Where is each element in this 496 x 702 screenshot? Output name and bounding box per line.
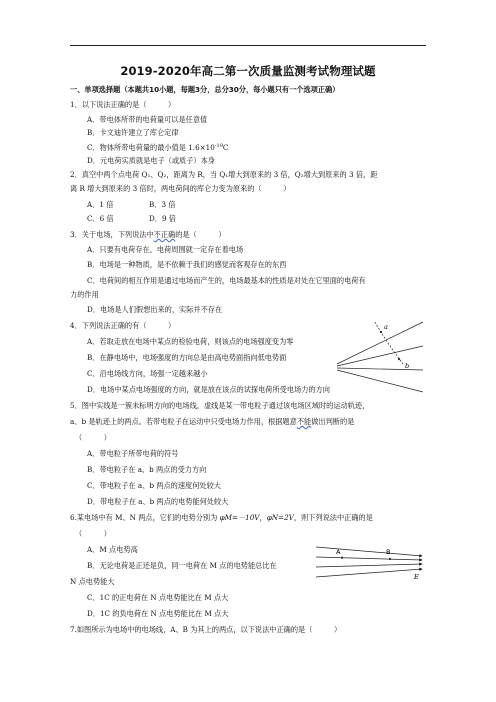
phi-n-value: φN=2V bbox=[266, 513, 294, 522]
point-B-dot bbox=[389, 558, 391, 560]
header-rule bbox=[70, 45, 426, 46]
field-line bbox=[316, 547, 422, 556]
q5-stem-line2: a、b 是轨迹上的两点。若带电粒子在运动中只受电场力作用，根据题意不能做出判断的是 bbox=[70, 417, 355, 426]
q6-stem-line1: 6.某电场中有 M、N 两点，它们的电势分别为 φM=－10V，φN=2V，则下列说法中正确的是 bbox=[70, 513, 373, 522]
q3-option-a: A．只要有电荷存在，电荷周围就一定存在着电场 bbox=[87, 245, 244, 254]
field-lines-ab-figure bbox=[314, 545, 426, 583]
q2-option-d: D．9 倍 bbox=[149, 214, 176, 223]
q6-option-b-line2: N 点电势能大 bbox=[70, 577, 115, 586]
point-b-label: b bbox=[405, 362, 410, 370]
q3-option-c-line2: 力的作用 bbox=[70, 290, 99, 299]
point-a-dot bbox=[380, 331, 382, 333]
q2-stem-line1: 2．真空中两个点电荷 Q₁、Q₂，距离为 R，当 Q₁增大到原来的 3 倍，Q₂增大到原来的 3 倍，距 bbox=[70, 170, 378, 179]
q3-option-b: B．电场是一种物质，是不依赖于我们的感觉而客观存在的东西 bbox=[87, 260, 287, 269]
trajectory-path bbox=[375, 322, 403, 364]
field-E-label: E bbox=[414, 573, 419, 581]
q1-option-b: B．卡文迪许建立了库仑定律 bbox=[87, 128, 179, 137]
q2-option-b: B．3 倍 bbox=[149, 200, 176, 209]
field-lines-figure bbox=[335, 318, 427, 394]
field-line bbox=[337, 346, 423, 366]
field-line bbox=[316, 557, 422, 560]
q4-stem: 4．下列说法正确的有（ ） bbox=[70, 321, 176, 330]
q5-stem-line1: 5．图中实线是一簇未标明方向的电场线，虚线是某一带电粒子通过该电场区域时的运动轨迹， bbox=[70, 401, 370, 410]
q1-option-a: A．带电体所带的电荷量可以是任意值 bbox=[87, 115, 208, 124]
page-title: 2019-2020年高二第一次质量监测考试物理试题 bbox=[120, 64, 376, 78]
q5-option-d: D．带电粒子在 a、b 两点的电势能何处较大 bbox=[87, 497, 229, 506]
field-line bbox=[337, 322, 423, 364]
q6-stem-line2: （ ） bbox=[75, 529, 111, 538]
q6-option-c: C．1C 的正电荷在 N 点电势能比在 M 点大 bbox=[87, 593, 229, 602]
field-line bbox=[337, 368, 423, 370]
q5-stem-line3: （ ） bbox=[75, 433, 111, 442]
phi-m-value: φM=－10V bbox=[219, 513, 260, 522]
q5-option-c: C．带电粒子在 a、b 两点的速度何处较大 bbox=[87, 481, 221, 490]
q3-option-c-line1: C．电荷间的相互作用是通过电场而产生的，电场最基本的性质是对处在它里面的电荷有 bbox=[87, 276, 366, 285]
field-line bbox=[337, 370, 423, 392]
q1-stem: 1．以下说法正确的是（ ） bbox=[70, 100, 176, 109]
q3-stem: 3．关于电场，下列说法中不正确的是（ ） bbox=[70, 230, 226, 239]
q5-option-b: B．带电粒子在 a、b 两点的受力方向 bbox=[87, 465, 207, 474]
q6-option-b-line1: B．无论电荷是正还是负，同一电荷在 M 点的电势能总比在 bbox=[87, 561, 277, 570]
q2-stem-line2: 离 R 增大到原来的 3 倍时，两电荷间的库仑力变为原来的（ ） bbox=[70, 184, 291, 193]
q1-option-c: C．物体所带电荷量的最小值是 $1.6\times 10^{-19}C$ bbox=[87, 143, 229, 152]
q4-option-c: C．沿电场线方向，场强一定越来越小 bbox=[87, 369, 208, 378]
q7-stem: 7.如图所示为电场中的电场线，A、B 为其上的两点，以下说法中正确的是（ ） bbox=[70, 625, 342, 634]
q2-option-a: A．1 倍 bbox=[87, 200, 114, 209]
q5-emphasis: 不能 bbox=[296, 417, 312, 426]
field-line bbox=[316, 564, 422, 567]
q6-option-a: A．M 点电势高 bbox=[87, 545, 138, 554]
point-a-label: a bbox=[384, 323, 388, 331]
point-B-label: B bbox=[386, 548, 391, 556]
q5-option-a: A．带电粒子所带电荷的符号 bbox=[87, 449, 179, 458]
point-A-label: A bbox=[336, 548, 341, 556]
section-heading: 一、单项选择题（本题共10小题，每题3分，总分30分，每小题只有一个选项正确） bbox=[70, 85, 340, 94]
q4-option-a: A．若取走放在电场中某点的检验电荷，则该点的电场强度变为零 bbox=[87, 337, 294, 346]
q6-option-d: D．1C 的负电荷在 N 点电势能比在 M 点大 bbox=[87, 609, 229, 618]
q4-option-b: B．在静电场中，电场强度的方向总是由高电势面指向低电势面 bbox=[87, 353, 287, 362]
q2-option-c: C．6 倍 bbox=[87, 214, 114, 223]
q1-option-d: D．元电荷实质就是电子（或质子）本身 bbox=[87, 156, 215, 165]
field-line bbox=[316, 569, 422, 577]
q4-option-d: D．电场中某点电场强度的方向，就是放在该点的试探电荷所受电场力的方向 bbox=[87, 385, 330, 394]
point-A-dot bbox=[341, 557, 343, 559]
q3-emphasis: 不正确 bbox=[153, 230, 176, 239]
point-b-dot bbox=[398, 358, 400, 360]
q3-option-d: D．电场是人们假想出来的，实际并不存在 bbox=[87, 305, 223, 314]
